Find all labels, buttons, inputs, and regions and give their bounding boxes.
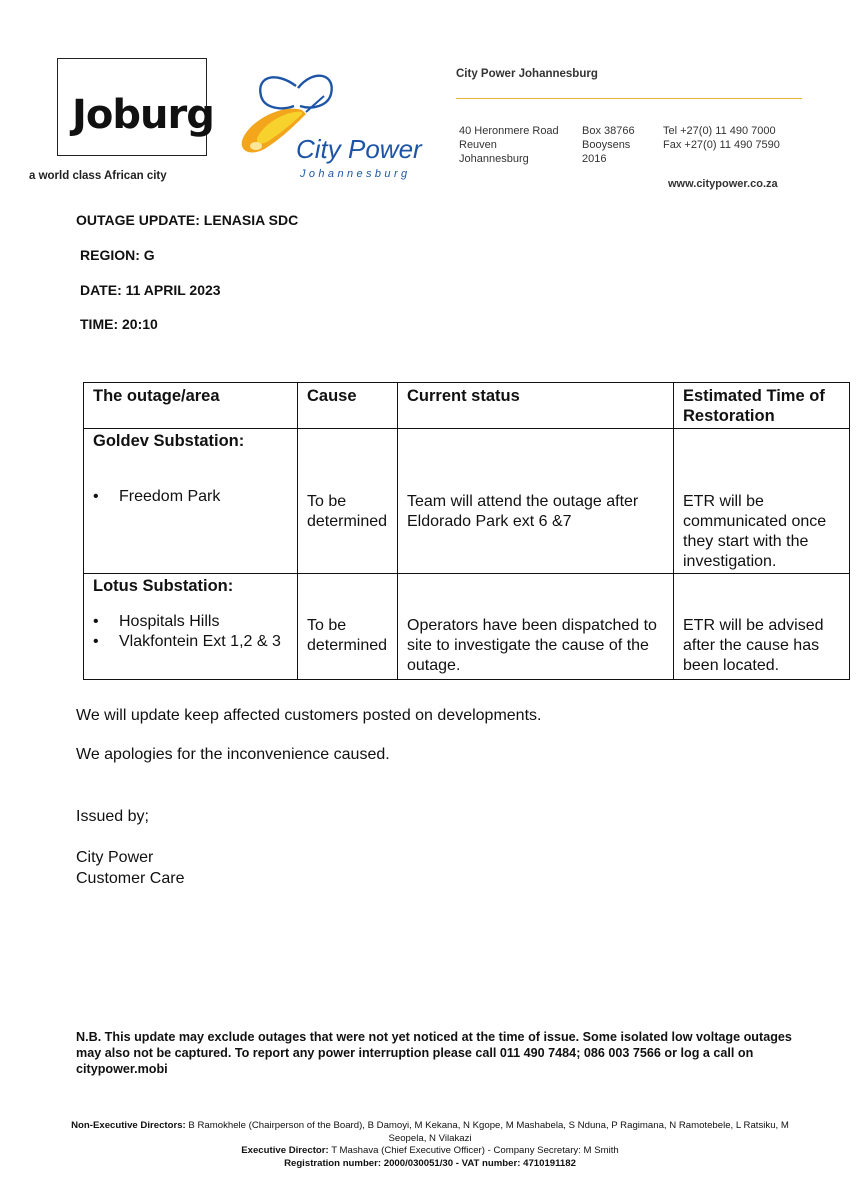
box-line: Booysens [582, 139, 631, 151]
non-exec-directors [60, 1120, 800, 1145]
address-line: Reuven [459, 139, 497, 151]
etr-text: ETR will be communicated once they start with the investigation. [683, 493, 827, 570]
box-line: 2016 [582, 153, 607, 165]
address-line: Johannesburg [459, 153, 529, 165]
exec-names: T Mashava (Chief Executive Officer) - Company Secretary: M Smith [331, 1145, 619, 1157]
cause-cell [298, 429, 398, 574]
issuer-department: Customer Care [76, 870, 185, 887]
letterhead-divider [456, 98, 802, 99]
directors-block [60, 1120, 800, 1170]
issuer-name: City Power [76, 849, 154, 866]
tel-line: Tel +27(0) 11 490 7000 [663, 125, 776, 137]
status-text: Team will attend the outage after Eldorado Park ext 6 &7 [407, 493, 639, 530]
list-item: • Freedom Park [93, 488, 221, 505]
area-name: Vlakfontein Ext 1,2 & 3 [119, 633, 281, 650]
joburg-tagline: a world class African city [29, 170, 167, 182]
etr-cell [674, 574, 850, 680]
cause-cell [298, 574, 398, 680]
letterhead-phone [663, 124, 780, 152]
citypower-logo-subtitle: Johannesburg [300, 168, 411, 180]
issued-by: Issued by; [76, 808, 149, 825]
table-row [84, 574, 850, 680]
column-header: Estimated Time of Restoration [674, 383, 850, 429]
cause-text: To be determined [307, 617, 388, 654]
column-header: The outage/area [84, 383, 298, 429]
column-header: Current status [398, 383, 674, 429]
list-item: • Vlakfontein Ext 1,2 & 3 [93, 633, 281, 650]
date-line: DATE: 11 APRIL 2023 [80, 282, 221, 298]
exec-label: Executive Director: [241, 1145, 329, 1157]
reg-label: Registration number: [284, 1157, 382, 1169]
letterhead-box [582, 124, 635, 166]
substation-name: Lotus Substation: [93, 577, 234, 595]
fax-line: Fax +27(0) 11 490 7590 [663, 139, 780, 151]
area-name: Hospitals Hills [119, 613, 220, 630]
substation-name: Goldev Substation: [93, 432, 245, 450]
area-cell [84, 429, 298, 574]
outage-table [83, 382, 850, 680]
update-title: OUTAGE UPDATE: LENASIA SDC [76, 212, 299, 228]
update-line: We will update keep affected customers posted on developments. [76, 707, 542, 724]
etr-text: ETR will be advised after the cause has been located. [683, 617, 824, 674]
address-line: 40 Heronmere Road [459, 125, 559, 137]
letterhead-address [459, 124, 559, 166]
column-header: Cause [298, 383, 398, 429]
apology-line: We apologies for the inconvenience caused. [76, 746, 390, 763]
reg-value: 2000/030051/30 - VAT number: 4710191182 [383, 1157, 576, 1169]
joburg-logo-text: Joburg [72, 92, 214, 138]
non-exec-label: Non-Executive Directors: [71, 1120, 186, 1131]
area-name: Freedom Park [119, 488, 221, 505]
exec-director [60, 1145, 800, 1158]
cause-text: To be determined [307, 493, 388, 530]
letterhead-company: City Power Johannesburg [456, 68, 598, 80]
citypower-logo-name: City Power [296, 134, 422, 164]
website-link[interactable]: www.citypower.co.za [668, 178, 778, 190]
region-line: REGION: G [80, 247, 155, 263]
etr-cell [674, 429, 850, 574]
status-cell [398, 574, 674, 680]
non-exec-names: B Ramokhele (Chairperson of the Board), B Damoyi, M Kekana, N Kgope, M Mashabela, S Nduna, P Ragimana, N Ramotebele, L Ratsiku, M Seopela, N Vilakazi [188, 1120, 789, 1144]
table-row [84, 429, 850, 574]
nb-notice: N.B. This update may exclude outages that were not yet noticed at the time of issue. Some isolated low voltage outages may also not be captured. To report any power interruption please call 011 490 7484; 086 003 7566 or log a call on citypower.mobi [76, 1030, 792, 1076]
box-line: Box 38766 [582, 125, 635, 137]
registration [60, 1158, 800, 1171]
list-item: • Hospitals Hills [93, 613, 220, 630]
status-text: Operators have been dispatched to site to investigate the cause of the outage. [407, 617, 657, 674]
table-header-row [84, 383, 850, 429]
area-cell [84, 574, 298, 680]
status-cell [398, 429, 674, 574]
time-line: TIME: 20:10 [80, 316, 158, 332]
